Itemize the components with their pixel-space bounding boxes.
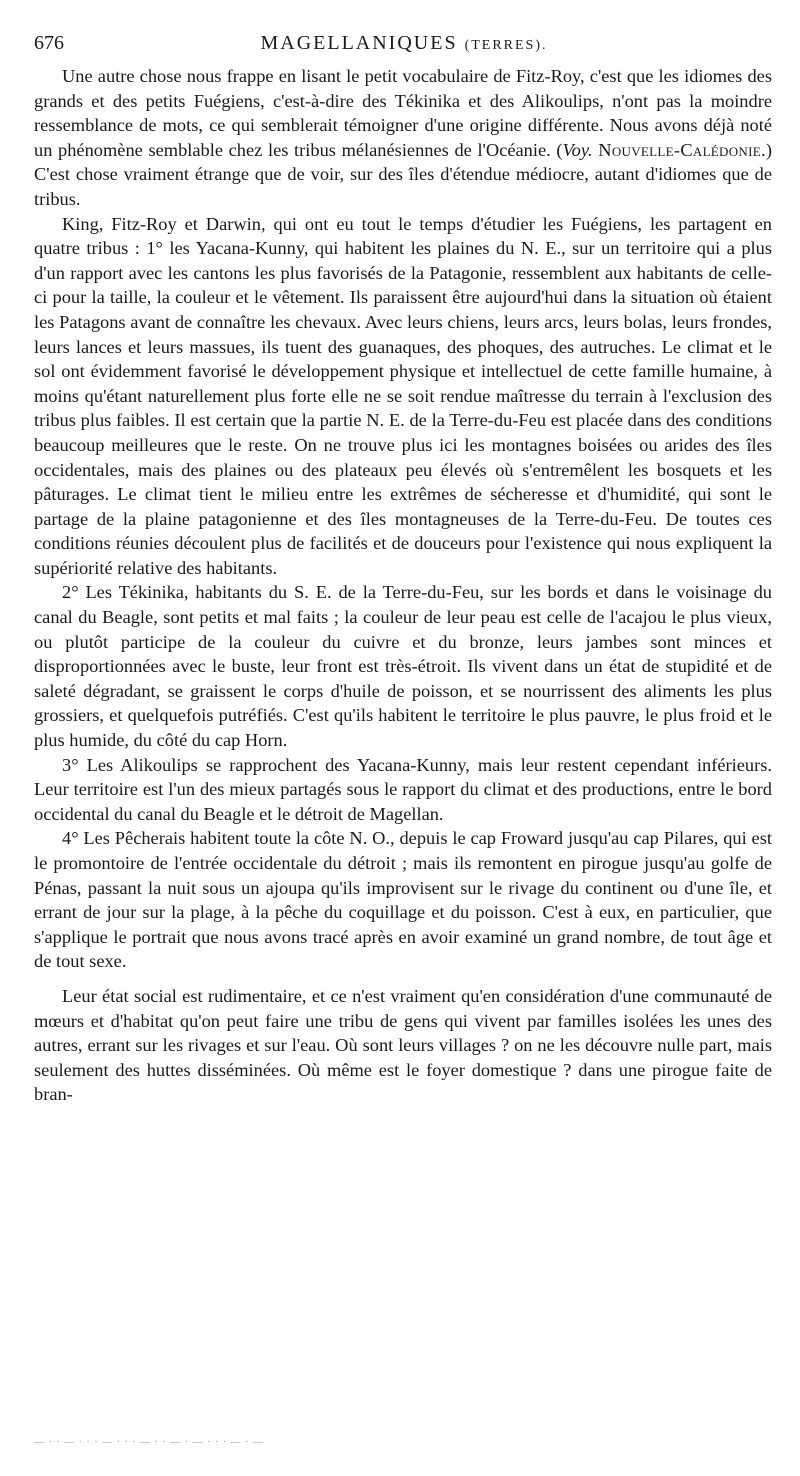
running-head bbox=[34, 28, 774, 61]
cross-reference: Nouvelle-Calédonie. bbox=[598, 139, 766, 160]
paragraph-quatre-tribus: King, Fitz-Roy et Darwin, qui ont eu tout le temps d'étudier les Fuégiens, les partagent en quatre tribus : 1° les Yacana-Kunny, qui habitent les plaines du N. E., sur un territoire qui a plus d'un rapport avec les cantons les plus favorisés de la Patagonie, ressemblent aux habitants de celle-ci pour la taille, la couleur et le vêtement. Ils paraissent être aujourd'hui dans la situation où étaient les Patagons avant de connaître les chevaux. Avec leurs chiens, leurs arcs, leurs bolas, leurs frondes, leurs lances et leurs massues, ils tuent des guanaques, des phoques, des autruches. Le climat et le sol ont évidemment favorisé le développement physique et intellectuel de cette famille humaine, à moins qu'étant naturellement plus forte elle ne se soit rendue maîtresse du terrain à l'exclusion des tribus plus faibles. Il est certain que la partie N. E. de la Terre-du-Feu est placée dans des conditions beaucoup meilleures que le reste. On ne trouve plus ici les montagnes boisées ou arides des îles occidentales, mais des plaines ou des plateaux peu élevés où s'entremêlent les bosquets et les pâturages. Le climat tient le milieu entre les extrêmes de sécheresse et d'humidité, qui sont le partage de la plaine patagonienne et des îles montagneuses de la Terre-du-Feu. De toutes ces conditions réunies découlent plus de facilités et de douceurs pour l'existence qui nous expliquent la supériorité relative des habitants. bbox=[34, 213, 772, 578]
paragraph-etat-social: Leur état social est rudimentaire, et ce n'est vraiment qu'en considération d'une communauté de mœurs et d'habitat qu'on peut faire une tribu de gens qui vivent par familles isolées les unes des autres, errant sur les rivages et sur l'eau. Où sont leurs villages ? on ne les découvre nulle part, mais seulement des huttes disséminées. Où même est le foyer domestique ? dans une pirogue faite de bran- bbox=[34, 985, 772, 1105]
voy-abbrev: Voy. bbox=[562, 139, 593, 160]
page-footer-noise: — · · — · · · — · · · — · · — · — · · · — · — bbox=[34, 1437, 264, 1448]
page-header bbox=[34, 28, 774, 58]
paragraph-pecherais: 4° Les Pêcherais habitent toute la côte N. O., depuis le cap Froward jusqu'au cap Pilares, qui est le promontoire de l'entrée occidentale du détroit ; mais ils remontent en pirogue jusqu'au golfe de Pénas, passant la nuit sous un ajoupa qu'ils improvisent sur le rivage du continent ou d'une île, et errant de jour sur la plage, à la pêche du coquillage et du poisson. C'est à eux, en particulier, que s'applique le portrait que nous avons tracé après en avoir examiné un grand nombre, de tout âge et de tout sexe. bbox=[34, 828, 772, 972]
page-number: 676 bbox=[34, 32, 64, 54]
running-subtitle: (TERRES). bbox=[464, 38, 548, 53]
paragraph-idiomes: Une autre chose nous frappe en lisant le petit vocabulaire de Fitz-Roy, c'est que les idiomes des grands et des petits Fuégiens, c'est-à-dire des Tékinika et des Alikoulips, n'ont pas la moindre ressemblance de mots, ce qui semblerait témoigner d'une origine différente. Nous avons déjà noté un phénomène semblable chez les tribus mélanésiennes de l'Océanie. (Voy. Nouvelle-Calédonie.) C'est chose vraiment étrange que de voir, sur des îles d'étendue médiocre, autant d'idiomes que de tribus. bbox=[34, 66, 773, 209]
paragraph-alikoulips: 3° Les Alikoulips se rapprochent des Yacana-Kunny, mais leur restent cependant inférieurs. Leur territoire est l'un des mieux partagés sous le rapport du climat et des productions, entre le bord occidental du canal du Beagle et le détroit de Magellan. bbox=[34, 754, 772, 824]
paragraph-tekinika: 2° Les Tékinika, habitants du S. E. de la Terre-du-Feu, sur les bords et dans le voisinage du canal du Beagle, sont petits et mal faits ; la couleur de leur peau est celle de l'acajou le plus vieux, ou plutôt participe de la couleur du cuivre et du bronze, leurs jambes sont minces et disproportionnées avec le buste, leur front est très-étroit. Ils vivent dans un état de stupidité et de saleté dégradant, se graissent le corps d'huile de poisson, et se nourrissent des aliments les plus grossiers, et quelquefois putréfiés. C'est qu'ils habitent le territoire le plus pauvre, le plus froid et le plus humide, du côté du cap Horn. bbox=[34, 582, 772, 751]
running-title: MAGELLANIQUES bbox=[260, 32, 458, 54]
body-text bbox=[34, 64, 772, 1107]
